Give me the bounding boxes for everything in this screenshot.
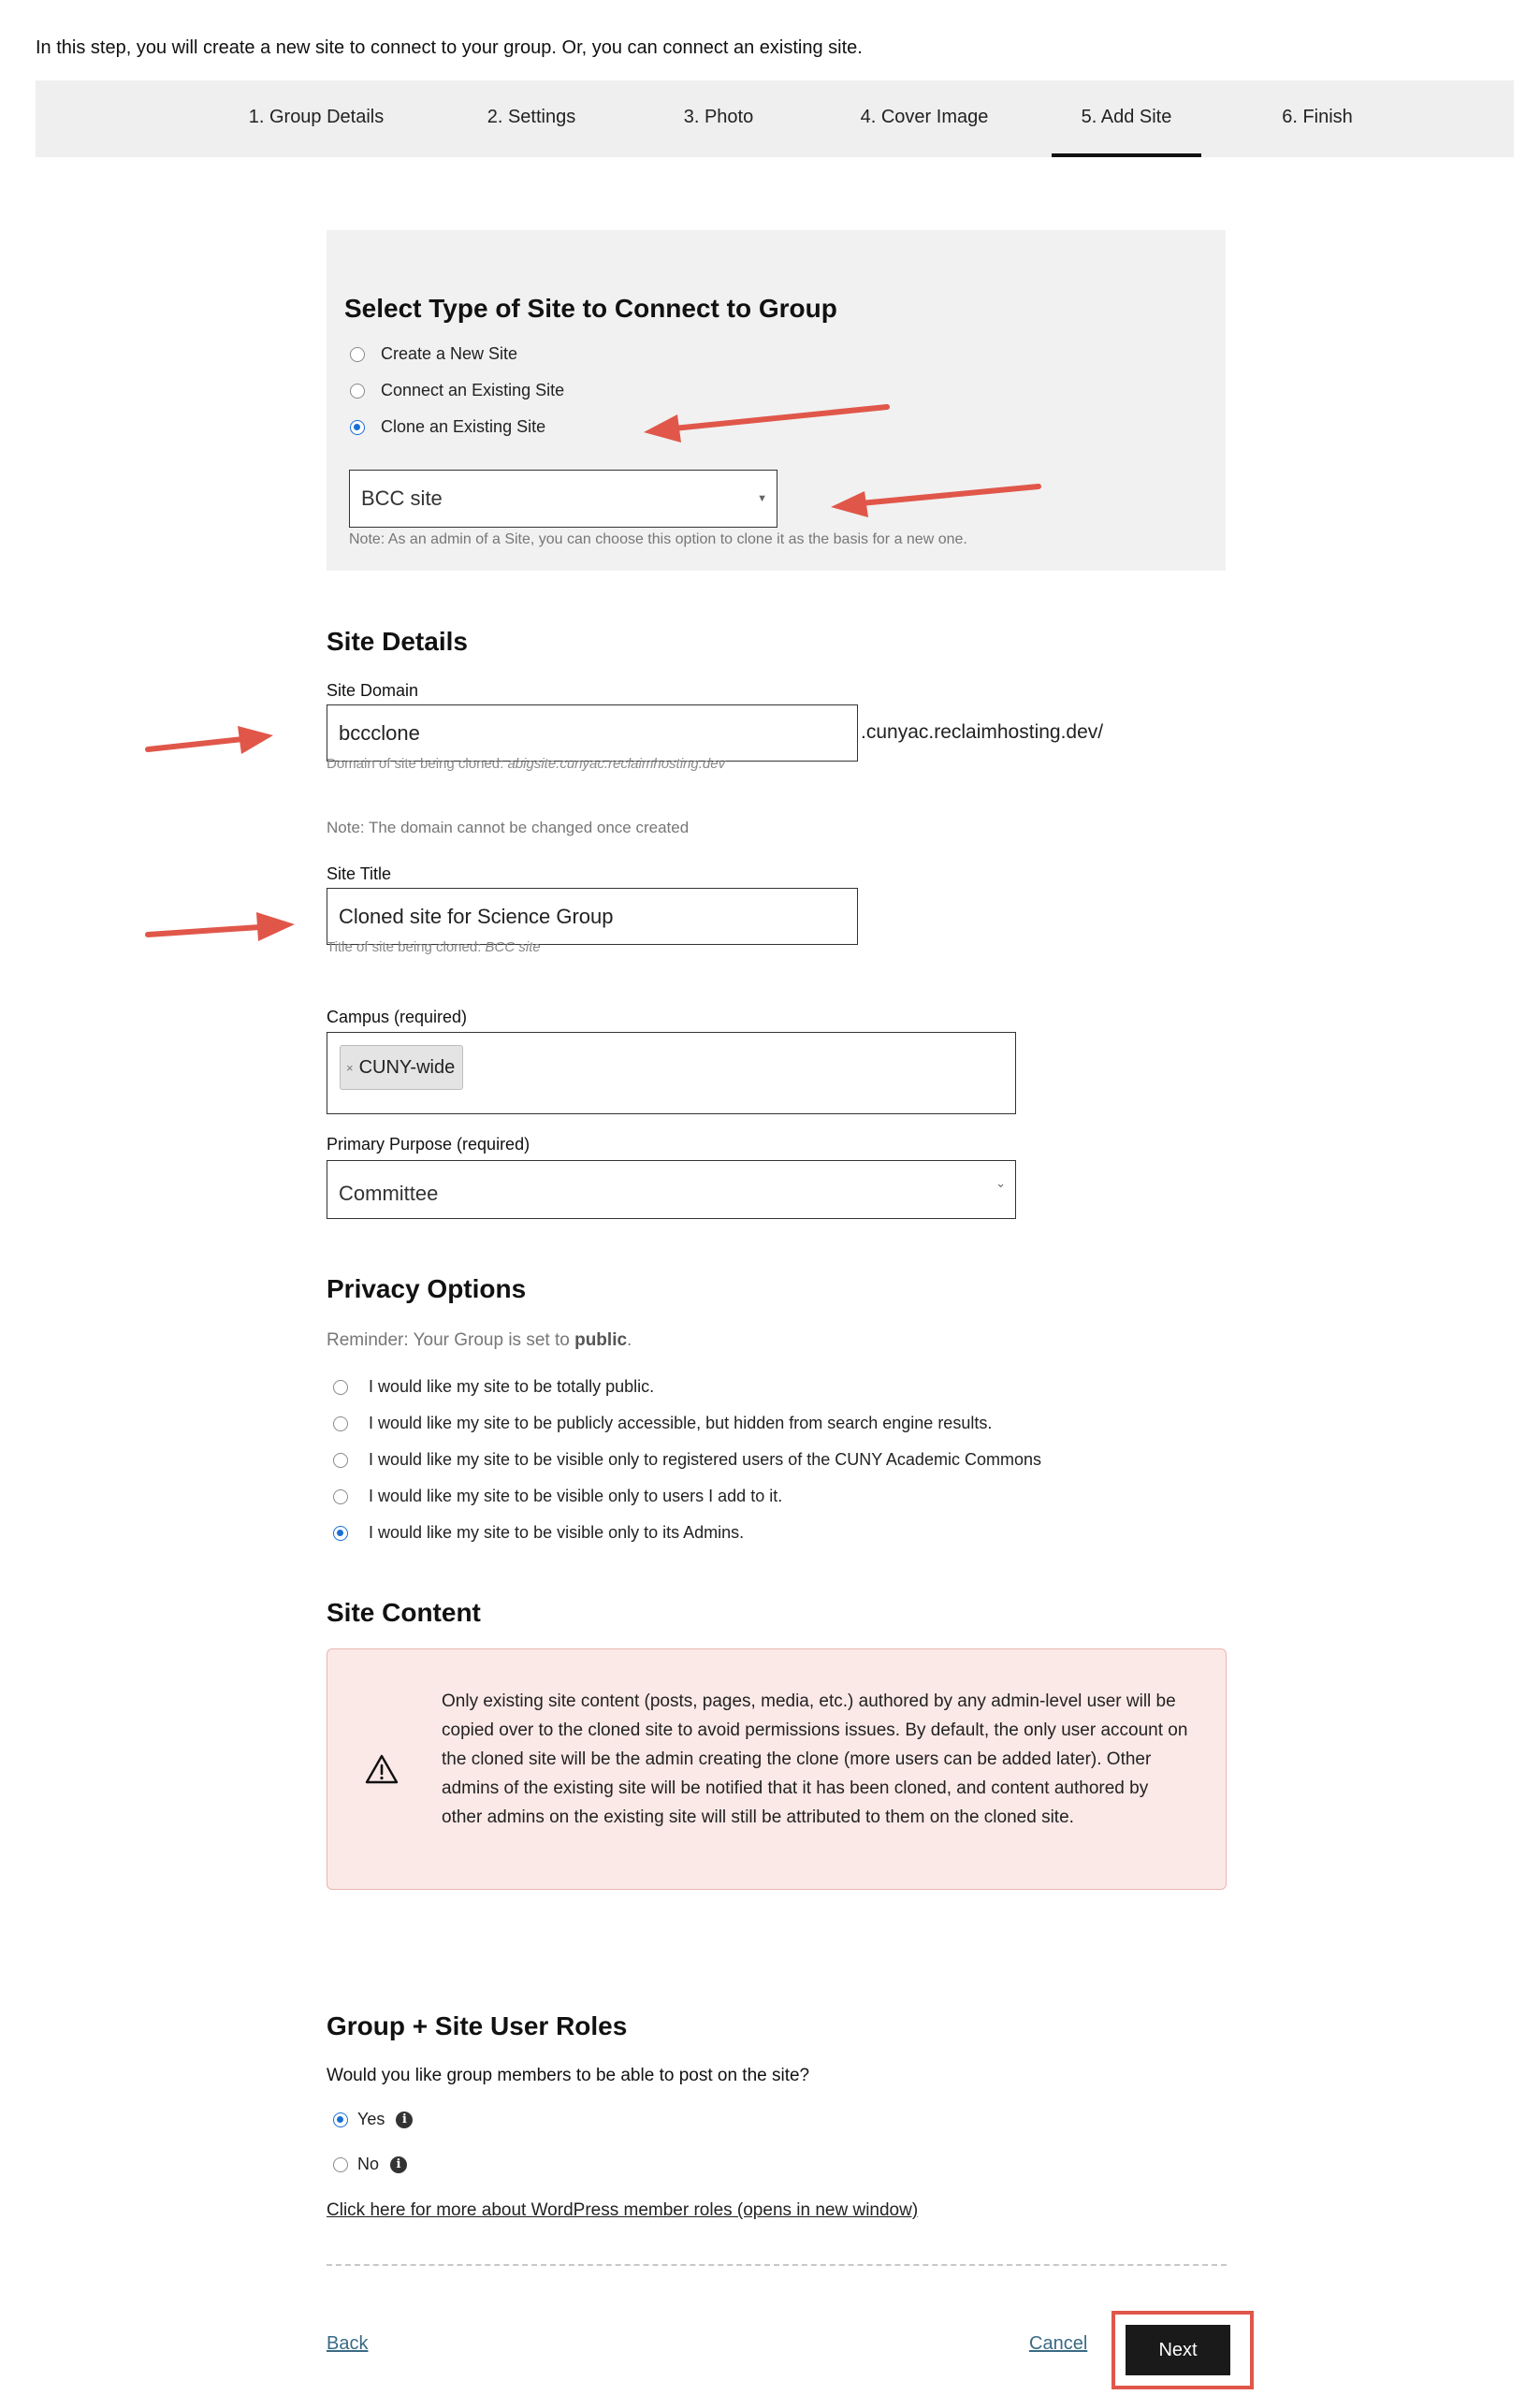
reminder-prefix: Reminder: Your Group is set to: [327, 1330, 575, 1350]
privacy-option-public[interactable]: [333, 1377, 654, 1397]
clone-site-select[interactable]: [349, 470, 777, 528]
warning-text: Only existing site content (posts, pages, media, etc.) authored by any admin-level user will be copied over to the cloned site to avoid permissions issues. By default, the only user account on the cloned site will be the admin creating the clone (more users can be added later). Other admins of the existing site will be notified that it has been cloned, and content authored by other admins on the existing site will still be attributed to them on the cloned site.: [442, 1691, 1188, 1827]
divider: [327, 2264, 1227, 2266]
radio-label: I would like my site to be visible only to registered users of the CUNY Academic Commons: [369, 1450, 1041, 1469]
input-value: Cloned site for Science Group: [339, 904, 614, 928]
radio-button[interactable]: [333, 1526, 348, 1541]
tab-cover-image[interactable]: 4. Cover Image: [860, 107, 989, 127]
radio-button[interactable]: [333, 2157, 348, 2172]
clone-note: Note: As an admin of a Site, you can choose this option to clone it as the basis for a new one.: [349, 531, 967, 547]
domain-suffix: .cunyac.reclaimhosting.dev/: [861, 721, 1104, 743]
domain-hint-value: abigsite.cunyac.reclaimhosting.dev: [507, 756, 726, 772]
title-hint-value: BCC site: [485, 939, 541, 955]
site-type-option-create[interactable]: [350, 344, 517, 364]
radio-button[interactable]: [350, 420, 365, 435]
radio-label: Yes: [357, 2110, 385, 2128]
radio-button[interactable]: [350, 384, 365, 399]
tab-settings[interactable]: 2. Settings: [487, 107, 576, 127]
radio-button[interactable]: [333, 1416, 348, 1431]
step-tabs: [36, 80, 1514, 157]
annotation-arrow-icon: [823, 472, 1048, 519]
input-value: bccclone: [339, 720, 420, 745]
radio-button[interactable]: [350, 347, 365, 362]
info-icon[interactable]: i: [396, 2112, 413, 2128]
radio-label: No: [357, 2155, 380, 2173]
privacy-reminder: [327, 1330, 632, 1351]
campus-tag: [340, 1045, 463, 1090]
privacy-option-registered[interactable]: [333, 1450, 1041, 1470]
tab-photo[interactable]: 3. Photo: [683, 107, 754, 127]
roles-heading: Group + Site User Roles: [327, 2011, 628, 2040]
next-button[interactable]: Next: [1126, 2325, 1230, 2375]
radio-label: I would like my site to be visible only to its Admins.: [369, 1523, 745, 1542]
reminder-value: public: [574, 1330, 628, 1350]
privacy-option-added-users[interactable]: [333, 1487, 782, 1506]
radio-label: Connect an Existing Site: [381, 381, 565, 399]
remove-tag-icon[interactable]: ×: [346, 1060, 354, 1075]
site-title-label: Site Title: [327, 864, 392, 883]
back-link[interactable]: Back: [327, 2333, 369, 2354]
privacy-heading: Privacy Options: [327, 1274, 527, 1303]
annotation-arrow-icon: [140, 904, 299, 951]
purpose-label: Primary Purpose (required): [327, 1135, 530, 1154]
intro-text: In this step, you will create a new site to connect to your group. Or, you can connect an existing site.: [36, 37, 863, 58]
member-roles-link[interactable]: Click here for more about WordPress member roles (opens in new window): [327, 2200, 919, 2220]
chevron-down-icon: ⌄: [995, 1176, 1006, 1191]
radio-button[interactable]: [333, 1489, 348, 1504]
site-domain-label: Site Domain: [327, 681, 419, 700]
title-hint-prefix: Title of site being cloned:: [327, 939, 486, 955]
roles-option-yes[interactable]: [333, 2110, 413, 2129]
campus-label: Campus (required): [327, 1008, 468, 1026]
site-content-heading: Site Content: [327, 1598, 481, 1627]
tab-group-details[interactable]: 1. Group Details: [248, 107, 385, 127]
radio-label: Clone an Existing Site: [381, 417, 546, 436]
annotation-arrow-icon: [140, 718, 281, 765]
dropdown-caret-icon: ▼: [757, 493, 767, 504]
site-content-warning-box: [327, 1648, 1227, 1890]
roles-question: Would you like group members to be able to post on the site?: [327, 2066, 810, 2085]
select-value: BCC site: [361, 486, 443, 510]
privacy-option-admins[interactable]: [333, 1523, 744, 1543]
roles-option-no[interactable]: [333, 2155, 407, 2174]
radio-button[interactable]: [333, 1380, 348, 1395]
radio-button[interactable]: [333, 2112, 348, 2127]
tag-label: CUNY-wide: [358, 1056, 456, 1078]
radio-button[interactable]: [333, 1453, 348, 1468]
domain-hint-prefix: Domain of site being cloned:: [327, 756, 508, 772]
title-hint: [327, 939, 541, 955]
select-value: Committee: [339, 1181, 439, 1205]
site-title-input[interactable]: [327, 888, 858, 945]
site-domain-input[interactable]: [327, 704, 858, 762]
radio-label: I would like my site to be visible only to users I add to it.: [369, 1487, 783, 1505]
tab-add-site[interactable]: 5. Add Site: [1052, 80, 1201, 157]
radio-label: I would like my site to be totally public.: [369, 1377, 655, 1396]
warning-icon: [365, 1754, 399, 1784]
info-icon[interactable]: i: [390, 2156, 407, 2173]
site-details-heading: Site Details: [327, 627, 468, 656]
tab-finish[interactable]: 6. Finish: [1282, 107, 1353, 127]
domain-note: Note: The domain cannot be changed once created: [327, 819, 690, 836]
radio-label: Create a New Site: [381, 344, 518, 363]
reminder-suffix: .: [627, 1330, 632, 1350]
site-type-heading: Select Type of Site to Connect to Group: [344, 294, 837, 323]
cancel-link[interactable]: Cancel: [1029, 2333, 1088, 2354]
privacy-option-hidden-search[interactable]: [333, 1414, 992, 1433]
site-type-option-clone[interactable]: [350, 417, 545, 437]
site-type-option-connect[interactable]: [350, 381, 564, 400]
radio-label: I would like my site to be publicly accessible, but hidden from search engine results.: [369, 1414, 993, 1432]
purpose-select[interactable]: [327, 1160, 1016, 1219]
annotation-arrow-icon: [636, 398, 898, 444]
domain-hint: [327, 756, 725, 772]
